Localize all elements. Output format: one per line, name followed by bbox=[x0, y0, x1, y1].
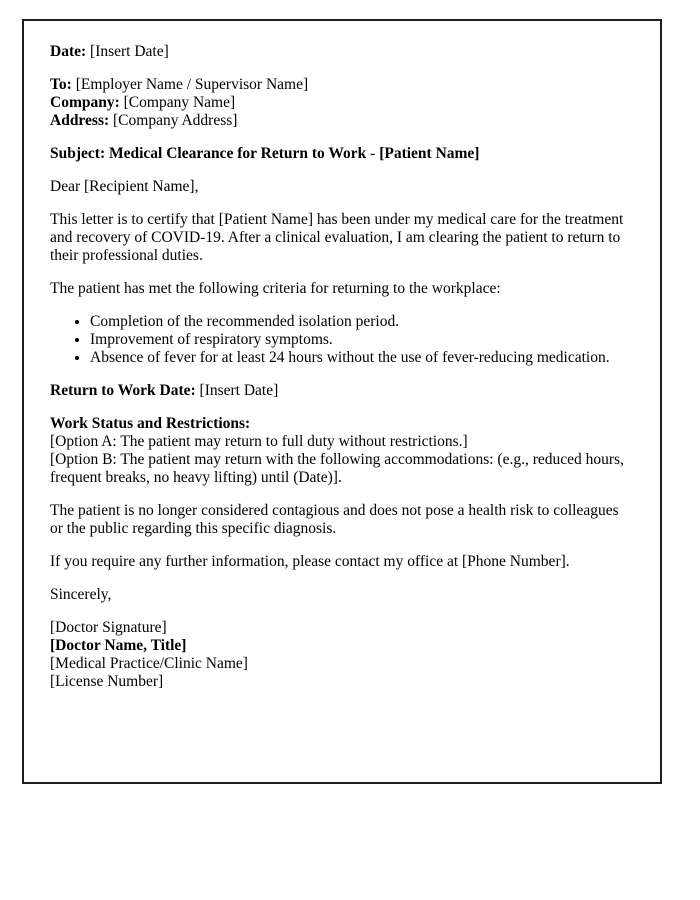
subject-bold-text: Subject: Medical Clearance for Return to Work bbox=[50, 145, 367, 162]
return-date-line bbox=[50, 382, 632, 400]
option-b-line: [Option B: The patient may return with the following accommodations: (e.g., reduced hours, frequent breaks, no heavy lifting) until (Date)]. bbox=[50, 451, 624, 486]
subject-separator: - bbox=[370, 145, 376, 162]
option-a-line: [Option A: The patient may return to full duty without restrictions.] bbox=[50, 433, 468, 450]
doctor-name-title-line bbox=[50, 637, 632, 655]
return-date-value: [Insert Date] bbox=[199, 382, 279, 399]
contagious-paragraph: The patient is no longer considered contagious and does not pose a health risk to colleagues or the public regarding this specific diagnosis. bbox=[50, 502, 619, 537]
work-status-heading bbox=[50, 415, 632, 433]
practice-name-line: [Medical Practice/Clinic Name] bbox=[50, 655, 248, 672]
to-value: [Employer Name / Supervisor Name] bbox=[75, 76, 309, 93]
intro-paragraph: This letter is to certify that [Patient Name] has been under my medical care for the treatment and recovery of COVID-19. After a clinical evaluation, I am clearing the patient to return to their professional duties. bbox=[50, 211, 624, 264]
criteria-item-symptoms: • Improvement of respiratory symptoms. bbox=[90, 331, 632, 349]
criteria-list bbox=[50, 313, 632, 367]
work-status-heading-text: Work Status and Restrictions: bbox=[50, 415, 251, 432]
salutation: Dear [Recipient Name], bbox=[50, 178, 199, 195]
doctor-name-title-text: [Doctor Name, Title] bbox=[50, 637, 187, 654]
letter-page bbox=[22, 19, 662, 784]
subject-patient-name: [Patient Name] bbox=[379, 145, 480, 162]
address-label: Address: bbox=[50, 112, 110, 129]
criteria-item-isolation: • Completion of the recommended isolation period. bbox=[90, 313, 632, 331]
date-value: [Insert Date] bbox=[90, 43, 169, 60]
company-line bbox=[50, 94, 632, 112]
company-value: [Company Name] bbox=[123, 94, 236, 111]
return-date-label: Return to Work Date: bbox=[50, 382, 196, 399]
contact-paragraph: If you require any further information, please contact my office at [Phone Number]. bbox=[50, 553, 570, 570]
to-label: To: bbox=[50, 76, 72, 93]
license-number-line: [License Number] bbox=[50, 673, 164, 690]
company-label: Company: bbox=[50, 94, 120, 111]
recipient-block bbox=[50, 76, 632, 130]
closing-line: Sincerely, bbox=[50, 586, 112, 603]
date-line bbox=[50, 43, 632, 61]
signature-block bbox=[50, 619, 632, 691]
address-value: [Company Address] bbox=[113, 112, 238, 129]
doctor-signature-line: [Doctor Signature] bbox=[50, 619, 167, 636]
date-label: Date: bbox=[50, 43, 87, 60]
address-line bbox=[50, 112, 632, 130]
criteria-intro-paragraph: The patient has met the following criteria for returning to the workplace: bbox=[50, 280, 501, 297]
to-line bbox=[50, 76, 632, 94]
criteria-item-fever: • Absence of fever for at least 24 hours without the use of fever-reducing medication. bbox=[90, 349, 632, 367]
subject-line bbox=[50, 145, 632, 163]
work-status-block bbox=[50, 415, 632, 487]
